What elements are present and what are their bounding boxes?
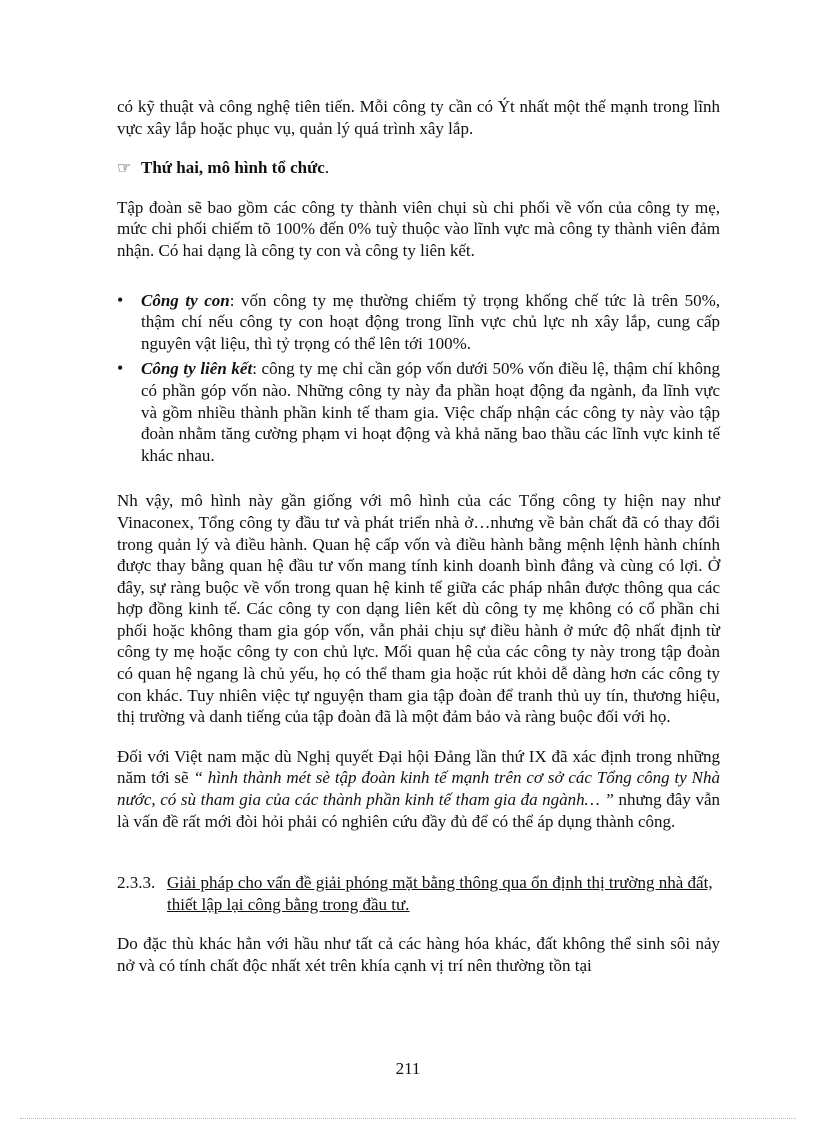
paragraph-land-specifics: Do đặc thù khác hẳn với hầu như tất cả các hàng hóa khác, đất không thể sinh sôi nảy nở và có tính chất độc nhất xét trên khía cạnh vị trí nên thường tồn tại	[117, 934, 720, 975]
subheading-period: .	[324, 158, 330, 178]
document-page	[117, 96, 720, 977]
bullet-dot-icon: •	[117, 289, 124, 310]
company-types-list	[117, 290, 720, 467]
term-affiliate: Công ty liên kết	[141, 359, 253, 379]
page-number: 211	[395, 1059, 421, 1078]
section-number: 2.3.3.	[117, 873, 156, 893]
list-item	[117, 358, 720, 466]
pointing-hand-icon: ☞	[117, 158, 132, 178]
paragraph-structure: Tập đoàn sẽ bao gồm các công ty thành viên chụi sù chi phối về vốn của công ty mẹ, mức chi phối chiếm tõ 100% đến 0% tuỳ thuộc vào lĩnh vực mà công ty thành viên đảm nhận. Có hai dạng là công ty con và công ty liên kết.	[117, 197, 720, 260]
text-after-quote: nhưng đây vẫn là vấn đề rất mới đòi hỏi phải có nghiên cứu đầy đủ để có thể áp dụng thành công.	[117, 790, 720, 831]
paragraph-intro: có kỹ thuật và công nghệ tiên tiến. Mỗi công ty cần có Ýt nhất một thế mạnh trong lĩnh vực xây lắp hoặc phục vụ, quản lý quá trình xây lắp.	[117, 97, 720, 138]
term-description: : vốn công ty mẹ thường chiếm tỷ trọng khống chế tức là trên 50%, thậm chí nếu công ty con hoạt động trong lĩnh vực chủ lực nh xây lắp, cung cấp nguyên vật liệu, thì tỷ trọng có thể lên tới 100%.	[141, 290, 721, 353]
section-heading	[117, 872, 720, 915]
subheading-organization-model	[117, 157, 720, 179]
term-subsidiary: Công ty con	[141, 290, 230, 310]
term-description: : công ty mẹ chỉ cần góp vốn dưới 50% vốn điều lệ, thậm chí không có phần góp vốn nào. Những công ty này đa phần hoạt động đa ngành, đa lĩnh vực và gồm nhiều thành phần kinh tế tham gia. Việc chấp nhận các công ty này vào tập đoàn nhằm tăng cường phạm vi hoạt động và khả năng bao thầu các lĩnh vực kinh tế khác nhau.	[141, 359, 720, 465]
text-before-quote: Đối với Việt nam mặc dù Nghị quyết Đại hội Đảng lần thứ IX đã xác định trong những năm tới sẽ	[117, 746, 720, 788]
resolution-quote: “ hình thành mét sè tập đoàn kinh tế mạnh trên cơ sở các Tổng công ty Nhà nước, có sù tham gia của các thành phần kinh tế tham gia đa ngành… ”	[117, 768, 720, 810]
paragraph-vietnam-context	[117, 746, 720, 832]
paragraph-model-comparison: Nh vậy, mô hình này gần giống với mô hình của các Tổng công ty hiện nay như Vinaconex, Tổng công ty đầu tư và phát triển nhà ở…nhưng về bản chất đã có thay đổi trong quản lý và điều hành. Quan hệ cấp vốn và điều hành bằng mệnh lệnh hành chính được thay bằng quan hệ đầu tư vốn mang tính kinh doanh bình đẳng và cùng có lợi. Ở đây, sự ràng buộc về vốn trong quan hệ kinh tế giữa các pháp nhân được thông qua các hợp đồng kinh tế. Các công ty con dạng liên kết dù công ty mẹ không có cổ phần chi phối hoặc không tham gia góp vốn, vẫn phải chịu sự điều hành ở mức độ nhất định từ công ty mẹ hoặc công ty con chủ lực. Mối quan hệ của các công ty này trong tập đoàn có quan hệ ngang là chủ yếu, họ có thể tham gia hoặc rút khỏi dễ dàng hơn các công ty con khác. Tuy nhiên việc tự nguyện tham gia tập đoàn để tranh thủ uy tín, thương hiệu, thị trường và danh tiếng của tập đoàn đã là một đảm bảo và ràng buộc đối với họ.	[117, 491, 720, 727]
list-item	[117, 290, 720, 355]
section-title: Giải pháp cho vấn đề giải phóng mặt bằng thông qua ổn định thị trường nhà đất, thiết lập lại công bằng trong đầu tư.	[167, 873, 713, 914]
bullet-dot-icon: •	[117, 358, 124, 379]
footer-divider	[20, 1118, 796, 1119]
subheading-text: Thứ hai, mô hình tổ chức	[141, 158, 325, 178]
